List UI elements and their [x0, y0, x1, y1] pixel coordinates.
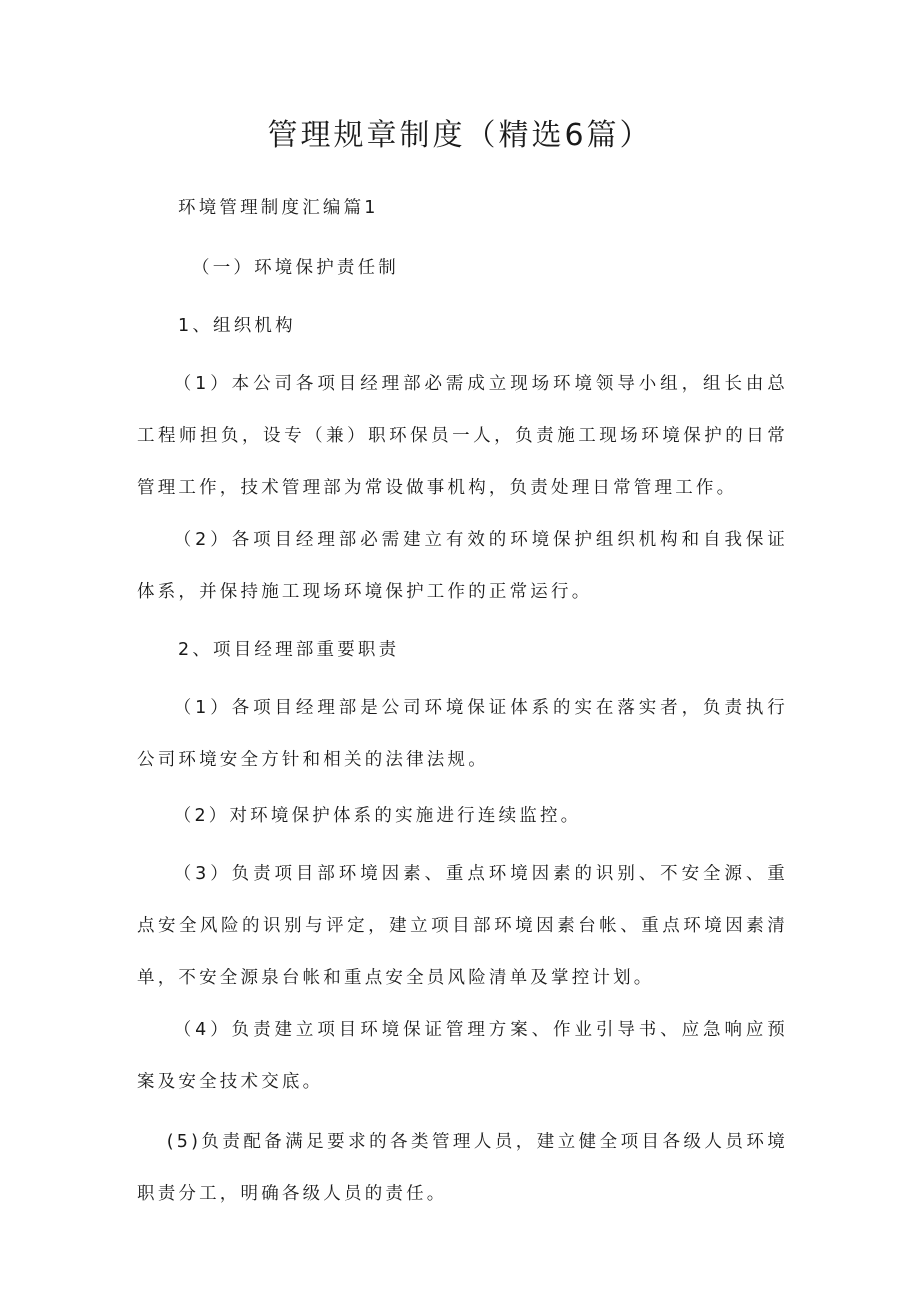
paragraph: （1）本公司各项目经理部必需成立现场环境领导小组，组长由总工程师担负，设专（兼）职环保员一人，负责施工现场环境保护的日常管理工作，技术管理部为常设做事机构，负责处理日常管理工作。 [137, 374, 788, 498]
part1-heading: 1、组织机构 [178, 316, 296, 336]
paragraph: （1）各项目经理部是公司环境保证体系的实在落实者，负责执行公司环境安全方针和相关的法律法规。 [137, 698, 788, 770]
paragraph: （2）各项目经理部必需建立有效的环境保护组织机构和自我保证体系，并保持施工现场环境保护工作的正常运行。 [137, 530, 788, 602]
subsection-heading: （一）环境保护责任制 [192, 258, 399, 278]
paragraph: （2）对环境保护体系的实施进行连续监控。 [173, 806, 582, 826]
part2-heading: 2、项目经理部重要职责 [178, 640, 400, 660]
section-heading: 环境管理制度汇编篇1 [178, 198, 379, 218]
document-title: 管理规章制度（精选6篇） [267, 118, 653, 153]
paragraph: （3）负责项目部环境因素、重点环境因素的识别、不安全源、重点安全风险的识别与评定，建立项目部环境因素台帐、重点环境因素清单，不安全源泉台帐和重点安全员风险清单及掌控计划。 [137, 864, 788, 988]
paragraph: (5)负责配备满足要求的各类管理人员，建立健全项目各级人员环境职责分工，明确各级人员的责任。 [137, 1132, 788, 1204]
paragraph: （4）负责建立项目环境保证管理方案、作业引导书、应急响应预案及安全技术交底。 [137, 1020, 788, 1092]
